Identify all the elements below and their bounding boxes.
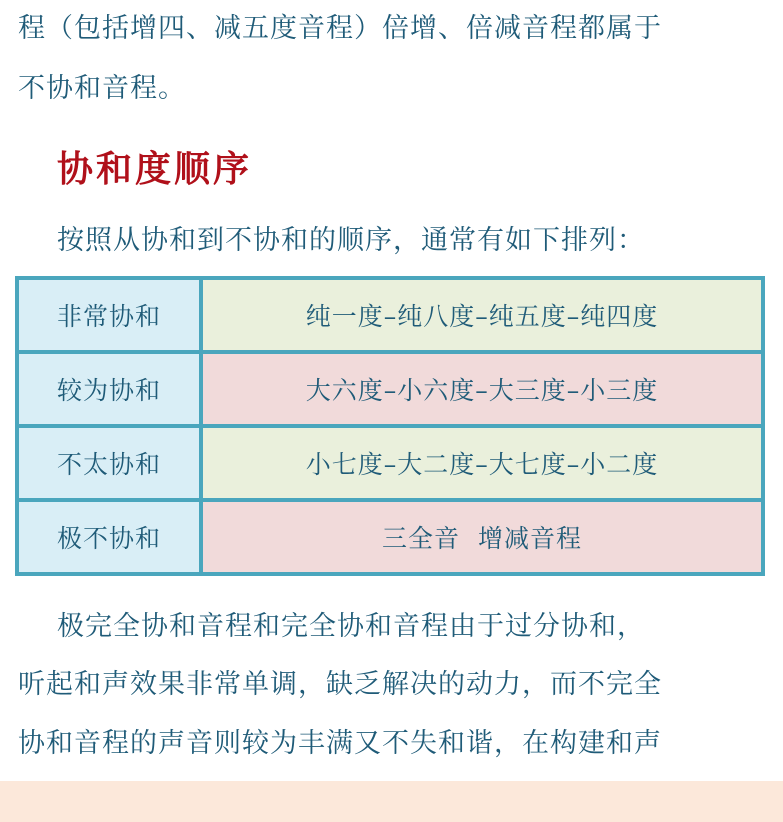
body-text-line: 程（包括增四、减五度音程）倍增、倍减音程都属于	[18, 13, 662, 44]
interval-sequence: 三全音 增减音程	[201, 500, 763, 574]
consonance-level: 较为协和	[17, 352, 201, 426]
interval-sequence: 纯一度–纯八度–纯五度–纯四度	[201, 278, 763, 352]
section-intro: 按照从协和到不协和的顺序，通常有如下排列：	[57, 225, 645, 256]
interval-sequence: 小七度–大二度–大七度–小二度	[201, 426, 763, 500]
table-row	[17, 426, 763, 500]
section-heading: 协和度顺序	[57, 149, 253, 190]
consonance-table	[15, 276, 765, 576]
consonance-level: 极不协和	[17, 500, 201, 574]
footer-band	[0, 781, 783, 822]
body-text-line: 极完全协和音程和完全协和音程由于过分协和，	[57, 611, 645, 642]
consonance-level: 非常协和	[17, 278, 201, 352]
table-row	[17, 352, 763, 426]
body-text-line: 听起和声效果非常单调，缺乏解决的动力，而不完全	[18, 669, 662, 700]
consonance-level: 不太协和	[17, 426, 201, 500]
body-text-line: 不协和音程。	[18, 73, 186, 104]
body-text-line: 协和音程的声音则较为丰满又不失和谐，在构建和声	[18, 728, 662, 759]
table-row	[17, 278, 763, 352]
table-row	[17, 500, 763, 574]
interval-sequence: 大六度–小六度–大三度–小三度	[201, 352, 763, 426]
